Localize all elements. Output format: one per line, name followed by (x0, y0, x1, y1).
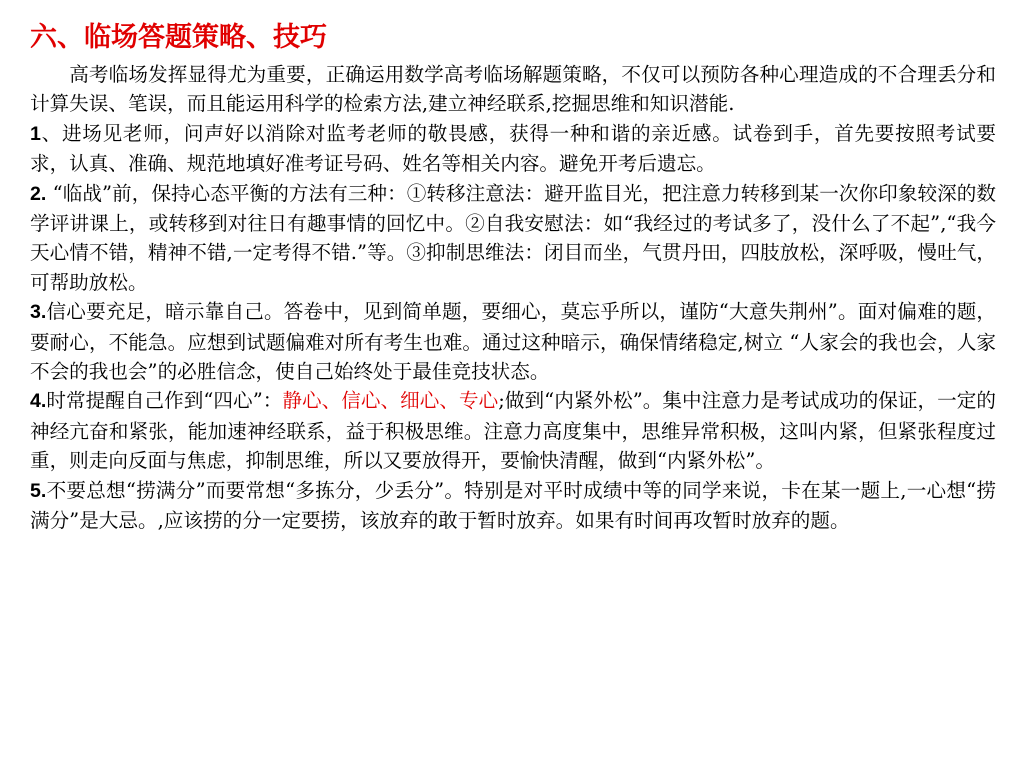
item-text-before: 时常提醒自己作到“四心”： (46, 389, 283, 413)
strategy-item-2 (30, 179, 996, 298)
item-number: 1 (30, 122, 41, 145)
slide-content (30, 18, 996, 536)
item-number: 2. (30, 182, 47, 205)
item-number: 3. (30, 301, 47, 324)
item-text: 不要总想“捞满分”而要常想“多拣分，少丢分”。特别是对平时成绩中等的同学来说，卡在某一题上,一心想“捞满分”是大忌。,应该捞的分一定要捞，该放弃的敢于暂时放弃。如果有时间再攻暂时放弃的题。 (30, 478, 996, 533)
item-text: 、进场见老师，问声好以消除对监考老师的敬畏感，获得一种和谐的亲近感。试卷到手，首先要按照考试要求，认真、准确、规范地填好准考证号码、姓名等相关内容。避免开考后遗忘。 (30, 121, 996, 176)
item-number: 4. (30, 390, 47, 413)
strategy-item-1 (30, 119, 996, 179)
strategy-item-4 (30, 386, 996, 475)
item-text: “临战”前，保持心态平衡的方法有三种：①转移注意法：避开监目光，把注意力转移到某一次你印象较深的数学评讲课上，或转移到对往日有趣事情的回忆中。②自我安慰法：如“我经过的考试多了，没什么了不起”,“我今天心情不错，精神不错,一定考得不错.”等。③抑制思维法：闭目而坐，气贯丹田，四肢放松，深呼吸，慢吐气，可帮助放松。 (30, 181, 996, 294)
intro-paragraph: 高考临场发挥显得尤为重要，正确运用数学高考临场解题策略，不仅可以预防各种心理造成的不合理丢分和计算失误、笔误，而且能运用科学的检索方法,建立神经联系,挖掘思维和知识潜能. (30, 63, 996, 116)
strategy-item-5 (30, 476, 996, 536)
item-text-after: ;做到“内紧外松”。集中注意力是考试成功的保证，一定的神经亢奋和紧张，能加速神经联系，益于积极思维。注意力高度集中，思维异常积极，这叫内紧，但紧张程度过重，则走向反面与焦虑，抑制思维，所以又要放得开，要愉快清醒，做到“内紧外松”。 (30, 389, 996, 473)
item-text: 信心要充足，暗示靠自己。答卷中，见到简单题，要细心，莫忘乎所以，谨防“大意失荆州”。面对偏难的题，要耐心，不能急。应想到试题偏难对所有考生也难。通过这种暗示，确保情绪稳定,树立 “人家会的我也会，人家不会的我也会”的必胜信念，使自己始终处于最佳竞技状态。 (30, 300, 996, 384)
four-hearts-highlight: 静心、信心、细心、专心 (282, 389, 499, 413)
strategy-item-3 (30, 297, 996, 386)
item-number: 5. (30, 479, 47, 502)
slide-title: 六、临场答题策略、技巧 (30, 22, 327, 53)
